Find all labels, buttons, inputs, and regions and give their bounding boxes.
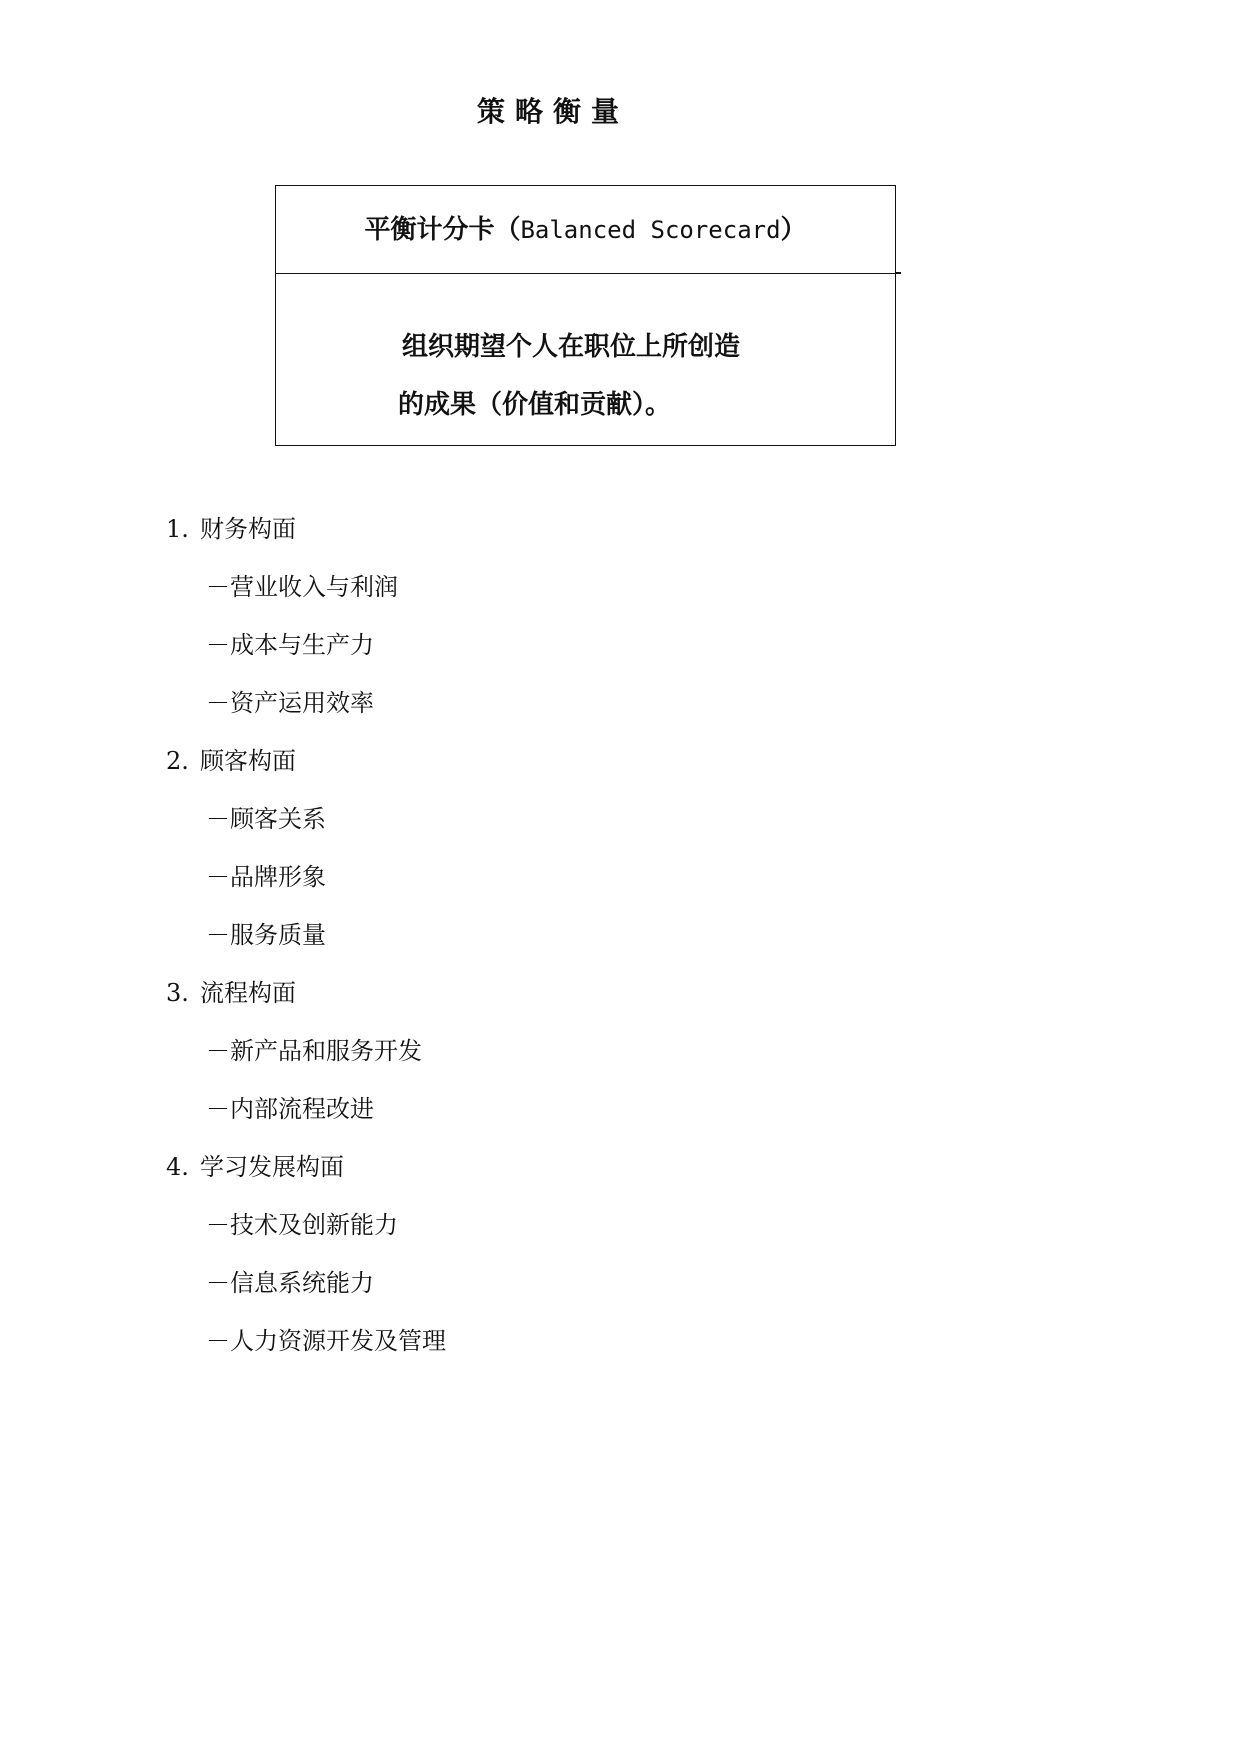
section-title: 流程构面 <box>200 979 296 1007</box>
section-heading-process <box>166 964 446 1022</box>
section-title: 财务构面 <box>200 515 296 543</box>
list-item: －技术及创新能力 <box>206 1211 398 1239</box>
section-title: 学习发展构面 <box>200 1153 344 1181</box>
section-number: 3. <box>166 979 189 1007</box>
perspective-list <box>166 500 446 1370</box>
divider <box>895 272 901 274</box>
scorecard-header-close: ） <box>780 214 807 245</box>
list-item: －成本与生产力 <box>206 631 374 659</box>
scorecard-box <box>275 185 896 446</box>
section-title: 顾客构面 <box>200 747 296 775</box>
section-number: 2. <box>166 747 189 775</box>
scorecard-header <box>276 186 895 274</box>
list-item: －服务质量 <box>206 921 326 949</box>
section-heading-learning <box>166 1138 446 1196</box>
list-item: －内部流程改进 <box>206 1095 374 1123</box>
list-item: －品牌形象 <box>206 863 326 891</box>
scorecard-definition <box>398 318 882 434</box>
list-item: －人力资源开发及管理 <box>206 1327 446 1355</box>
section-number: 4. <box>166 1153 189 1181</box>
scorecard-header-en: Balanced Scorecard <box>520 215 781 244</box>
section-heading-financial <box>166 500 446 558</box>
section-heading-customer <box>166 732 446 790</box>
section-number: 1. <box>166 515 189 543</box>
list-item: －信息系统能力 <box>206 1269 374 1297</box>
list-item: －资产运用效率 <box>206 689 374 717</box>
scorecard-header-cn: 平衡计分卡（ <box>364 214 521 245</box>
definition-line: 的成果（价值和贡献）。 <box>398 390 672 420</box>
definition-line: 组织期望个人在职位上所创造 <box>402 332 741 362</box>
list-item: －新产品和服务开发 <box>206 1037 422 1065</box>
list-item: －营业收入与利润 <box>206 573 398 601</box>
list-item: －顾客关系 <box>206 805 326 833</box>
page-title: 策略衡量 <box>476 95 629 128</box>
